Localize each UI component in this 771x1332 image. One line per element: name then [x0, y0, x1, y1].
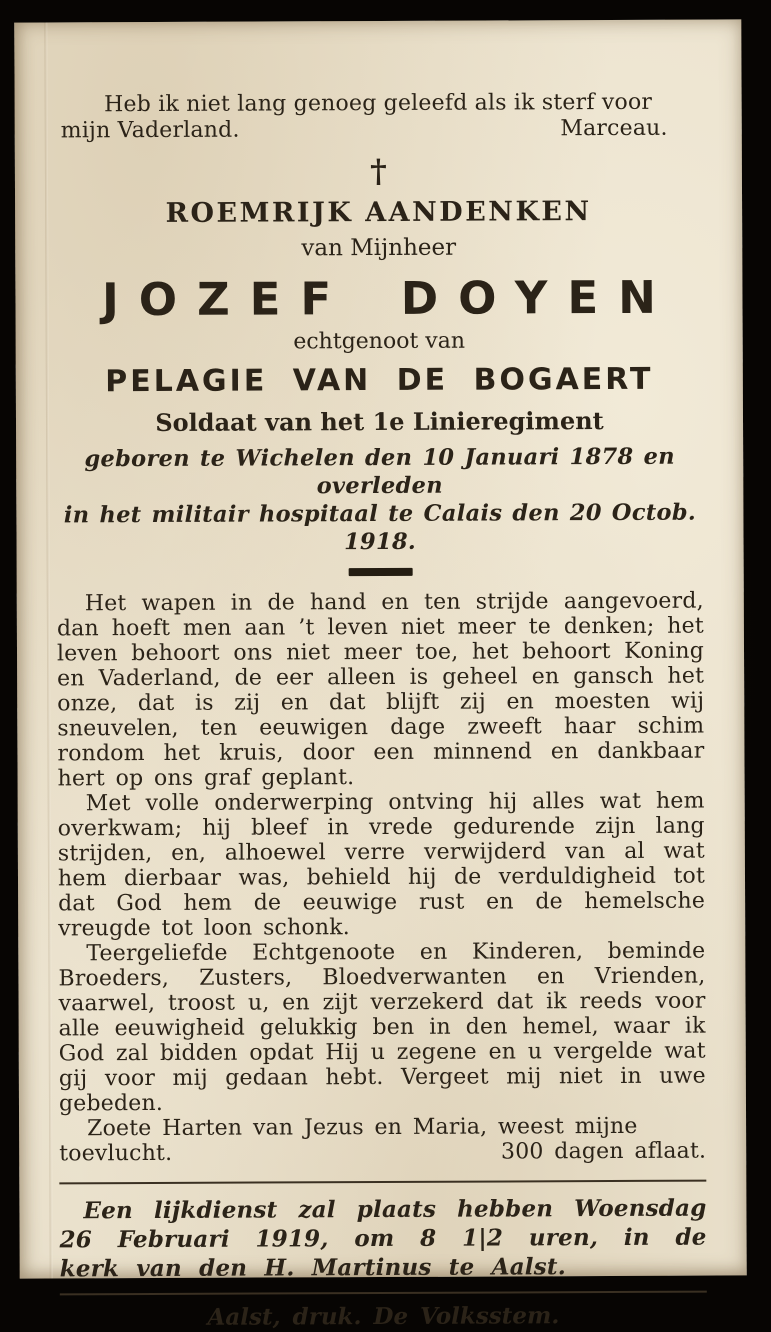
- prayer-line2-text: toevlucht.: [59, 1140, 173, 1167]
- prayer-line2: [59, 1139, 706, 1167]
- epigraph-attribution: Marceau.: [560, 115, 668, 142]
- printer-imprint: Aalst, druk. De Volksstem.: [207, 1302, 560, 1331]
- memorial-text: [57, 589, 707, 1167]
- spouse-label: echtgenoot van: [293, 328, 466, 355]
- cross-icon: †: [369, 151, 387, 191]
- funeral-announcement: Een lijkdienst zal plaats hebben Woensdag 26 Februari 1919, om 8 1|2 uren, in de kerk van den H. Martinus te Aalst.: [59, 1194, 707, 1283]
- vitae-line1: geboren te Wichelen den 10 Januari 1878 en overleden: [84, 443, 675, 500]
- epigraph-line2: [61, 116, 680, 145]
- epigraph-line2-text: mijn Vaderland.: [60, 117, 240, 144]
- memorial-card: [14, 19, 746, 1331]
- memorial-title: ROEMRIJK AANDENKEN: [165, 196, 592, 229]
- military-rank: Soldaat van het 1e Linieregiment: [155, 406, 604, 437]
- prayer: [59, 1114, 706, 1167]
- prayer-line1: Zoete Harten van Jezus en Maria, weest mijne: [87, 1113, 638, 1142]
- vitae-line2: in het militair hospitaal te Calais den 20 Octob. 1918.: [63, 499, 697, 556]
- of-line: van Mijnheer: [301, 234, 457, 262]
- birth-death-dates: [56, 443, 703, 558]
- paragraph-2: Met volle onderwerping ontving hij alles wat hem overkwam; hij bleef in vrede gedurende zijn lang strijden, en, alhoewel verre verwijderd van al wat hem dierbaar was, behield hij de verduldigheid tot dat God hem de eeuwige rust en de hemelsche vreugde tot loon schonk.: [57, 788, 706, 942]
- epigraph: [55, 90, 702, 145]
- divider-rule-bottom: [60, 1291, 707, 1296]
- divider-rule-top: [59, 1180, 706, 1185]
- paragraph-3: Teergeliefde Echtgenoote en Kinderen, beminde Broeders, Zusters, Bloedverwanten en Vrienden, vaarwel, troost u, en zijt verzekerd dat ik reeds voor alle eeuwigheid gelukkig ben in den hemel, waar ik God zal bidden opdat Hij u zegene en u vergelde wat gij voor mij gedaan hebt. Vergeet mij niet in uwe gebeden.: [58, 938, 706, 1117]
- paragraph-1: Het wapen in de hand en ten strijde aangevoerd, dan hoeft men aan ’t leven niet meer te denken; het leven behoort ons niet meer toe, het behoort Koning en Vaderland, de eer alleen is geheel en gansch het onze, dat is zij en dat blijft zij en moesten wij sneuvelen, ten eeuwigen dage zweeft haar schim rondom het kruis, door een minnend en dankbaar hert op ons graf geplant.: [56, 588, 705, 792]
- indulgence-note: 300 dagen aflaat.: [500, 1138, 707, 1165]
- epigraph-line1: Heb ik niet lang genoeg geleefd als ik sterf voor: [104, 89, 653, 118]
- deceased-name: JOZEF DOYEN: [101, 270, 676, 327]
- spouse-name: PELAGIE VAN DE BOGAERT: [105, 361, 654, 400]
- divider-bar: [348, 568, 412, 576]
